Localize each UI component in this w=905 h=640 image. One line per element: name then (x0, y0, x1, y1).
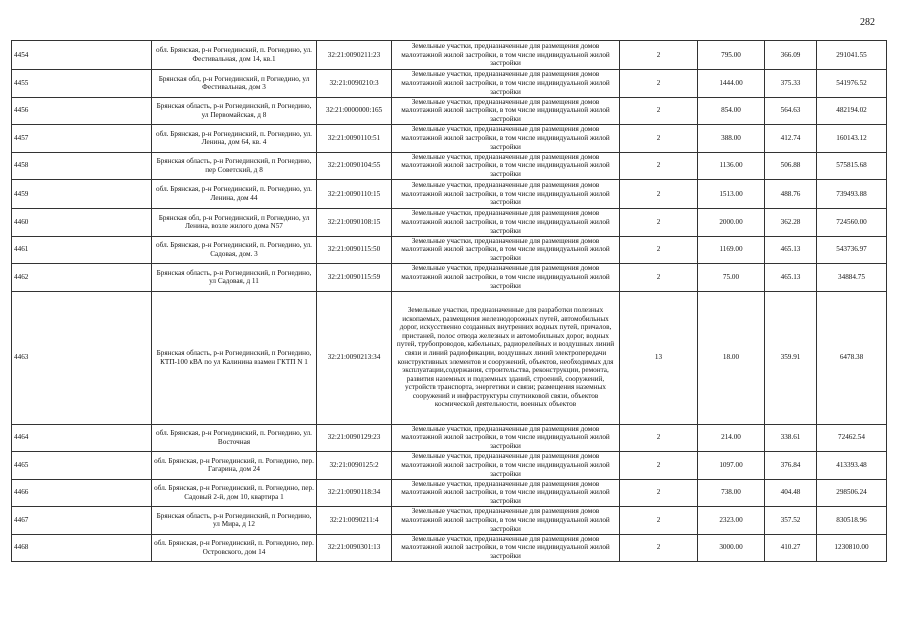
land-use-cell: Земельные участки, предназначенные для размещения домов малоэтажной жилой застройки, в том числе индивидуальной жилой застройки (392, 424, 620, 452)
cadastral-value-cell: 830518.96 (817, 507, 887, 535)
table-row (12, 507, 887, 535)
area-cell: 738.00 (698, 479, 765, 507)
land-use-cell: Земельные участки, предназначенные для разработки полезных ископаемых, размещения железнодорожных путей, автомобильных дорог, искусственно созданных внутренних водных путей, причалов, пристаней, полос отвода железных и автомобильных дорог, водных путей, трубопроводов, кабельных, радиорелейных и воздушных линий связи и линий радиофикации, воздушных линий электропередачи конструктивных элементов и сооружений, объектов, необходимых для эксплуатации,содержания, строительства, реконструкции, ремонта, развития наземных и подземных зданий, строений, сооружений, устройств транспорта, энергетики и связи; размещения наземных сооружений и инфраструктуры спутниковой связи, объектов космической деятельности, военных объектов (392, 291, 620, 424)
cadastral-value-cell: 298506.24 (817, 479, 887, 507)
cadastral-number-cell: 32:21:0090104:55 (317, 152, 392, 180)
cadastral-value-cell: 34884.75 (817, 264, 887, 292)
cadastral-value-cell: 543736.97 (817, 236, 887, 264)
row-number: 4459 (12, 180, 152, 209)
address-cell: обл. Брянская, р-н Рогнединский, п. Рогнедино, ул. Садовая, дом. 3 (152, 236, 317, 264)
area-cell: 1169.00 (698, 236, 765, 264)
cadastral-number-cell: 32:21:0090115:59 (317, 264, 392, 292)
land-use-cell: Земельные участки, предназначенные для размещения домов малоэтажной жилой застройки, в том числе индивидуальной жилой застройки (392, 209, 620, 237)
row-number: 4465 (12, 452, 152, 480)
table-row (12, 41, 887, 70)
cadastral-number-cell: 32:21:0090108:15 (317, 209, 392, 237)
specific-value-cell: 338.61 (765, 424, 817, 452)
table-row (12, 180, 887, 209)
land-use-cell: Земельные участки, предназначенные для размещения домов малоэтажной жилой застройки, в том числе индивидуальной жилой застройки (392, 479, 620, 507)
table-row (12, 97, 887, 125)
group-cell: 2 (620, 264, 698, 292)
table-row (12, 534, 887, 562)
specific-value-cell: 404.48 (765, 479, 817, 507)
cadastral-number-cell: 32:21:0000000:165 (317, 97, 392, 125)
row-number: 4462 (12, 264, 152, 292)
cadastral-number-cell: 32:21:0090210:3 (317, 70, 392, 98)
row-number: 4461 (12, 236, 152, 264)
cadastral-number-cell: 32:21:0090115:50 (317, 236, 392, 264)
cadastral-number-cell: 32:21:0090211:23 (317, 41, 392, 70)
land-use-cell: Земельные участки, предназначенные для размещения домов малоэтажной жилой застройки, в том числе индивидуальной жилой застройки (392, 97, 620, 125)
land-use-cell: Земельные участки, предназначенные для размещения домов малоэтажной жилой застройки, в том числе индивидуальной жилой застройки (392, 452, 620, 480)
group-cell: 2 (620, 507, 698, 535)
area-cell: 1097.00 (698, 452, 765, 480)
cadastral-number-cell: 32:21:0090110:15 (317, 180, 392, 209)
row-number: 4464 (12, 424, 152, 452)
specific-value-cell: 375.33 (765, 70, 817, 98)
row-number: 4468 (12, 534, 152, 562)
cadastral-number-cell: 32:21:0090118:34 (317, 479, 392, 507)
specific-value-cell: 366.09 (765, 41, 817, 70)
row-number: 4467 (12, 507, 152, 535)
table-row (12, 236, 887, 264)
area-cell: 75.00 (698, 264, 765, 292)
cadastral-value-cell: 6478.38 (817, 291, 887, 424)
area-cell: 2000.00 (698, 209, 765, 237)
specific-value-cell: 465.13 (765, 264, 817, 292)
group-cell: 2 (620, 236, 698, 264)
cadastral-value-cell: 724560.00 (817, 209, 887, 237)
page-number: 282 (860, 17, 875, 28)
cadastral-value-cell: 482194.02 (817, 97, 887, 125)
table-row (12, 452, 887, 480)
row-number: 4457 (12, 125, 152, 153)
address-cell: обл. Брянская, р-н Рогнединский, п. Рогнедино, пер. Островского, дом 14 (152, 534, 317, 562)
table-row (12, 264, 887, 292)
row-number: 4463 (12, 291, 152, 424)
table-row (12, 152, 887, 180)
cadastral-value-cell: 739493.88 (817, 180, 887, 209)
table-row (12, 209, 887, 237)
land-use-cell: Земельные участки, предназначенные для размещения домов малоэтажной жилой застройки, в том числе индивидуальной жилой застройки (392, 507, 620, 535)
land-use-cell: Земельные участки, предназначенные для размещения домов малоэтажной жилой застройки, в том числе индивидуальной жилой застройки (392, 264, 620, 292)
specific-value-cell: 376.84 (765, 452, 817, 480)
cadastral-value-cell: 291041.55 (817, 41, 887, 70)
cadastral-number-cell: 32:21:0090211:4 (317, 507, 392, 535)
group-cell: 2 (620, 70, 698, 98)
table-row (12, 479, 887, 507)
area-cell: 18.00 (698, 291, 765, 424)
group-cell: 2 (620, 534, 698, 562)
address-cell: Брянская обл, р-н Рогнединский, п Рогнедино, ул Ленина, возле жилого дома N57 (152, 209, 317, 237)
row-number: 4456 (12, 97, 152, 125)
cadastral-number-cell: 32:21:0090301:13 (317, 534, 392, 562)
group-cell: 2 (620, 452, 698, 480)
group-cell: 2 (620, 209, 698, 237)
cadastral-value-cell: 72462.54 (817, 424, 887, 452)
table-row (12, 291, 887, 424)
land-use-cell: Земельные участки, предназначенные для размещения домов малоэтажной жилой застройки, в том числе индивидуальной жилой застройки (392, 152, 620, 180)
area-cell: 1444.00 (698, 70, 765, 98)
specific-value-cell: 564.63 (765, 97, 817, 125)
cadastral-value-cell: 1230810.00 (817, 534, 887, 562)
table-row (12, 125, 887, 153)
land-use-cell: Земельные участки, предназначенные для размещения домов малоэтажной жилой застройки, в том числе индивидуальной жилой застройки (392, 534, 620, 562)
area-cell: 795.00 (698, 41, 765, 70)
group-cell: 2 (620, 41, 698, 70)
cadastral-number-cell: 32:21:0090110:51 (317, 125, 392, 153)
group-cell: 2 (620, 125, 698, 153)
address-cell: обл. Брянская, р-н Рогнединский, п. Рогнедино, пер. Садовый 2-й, дом 10, квартира 1 (152, 479, 317, 507)
area-cell: 1513.00 (698, 180, 765, 209)
address-cell: Брянская область, р-н Рогнединский, п Рогнедино, ул Мира, д 12 (152, 507, 317, 535)
cadastral-number-cell: 32:21:0090129:23 (317, 424, 392, 452)
group-cell: 2 (620, 424, 698, 452)
specific-value-cell: 359.91 (765, 291, 817, 424)
group-cell: 2 (620, 180, 698, 209)
area-cell: 388.00 (698, 125, 765, 153)
address-cell: Брянская область, р-н Рогнединский, п Рогнедино, ул Первомайская, д 8 (152, 97, 317, 125)
area-cell: 214.00 (698, 424, 765, 452)
specific-value-cell: 506.88 (765, 152, 817, 180)
address-cell: Брянская область, р-н Рогнединский, п Рогнедино, ул Садовая, д 11 (152, 264, 317, 292)
address-cell: обл. Брянская, р-н Рогнединский, п. Рогнедино, ул. Ленина, дом 64, кв. 4 (152, 125, 317, 153)
land-use-cell: Земельные участки, предназначенные для размещения домов малоэтажной жилой застройки, в том числе индивидуальной жилой застройки (392, 180, 620, 209)
specific-value-cell: 412.74 (765, 125, 817, 153)
cadastral-number-cell: 32:21:0090213:34 (317, 291, 392, 424)
cadastral-number-cell: 32:21:0090125:2 (317, 452, 392, 480)
cadastral-value-cell: 160143.12 (817, 125, 887, 153)
group-cell: 2 (620, 152, 698, 180)
area-cell: 2323.00 (698, 507, 765, 535)
address-cell: Брянская обл, р-н Рогнединский, п Рогнедино, ул Фестивальная, дом 3 (152, 70, 317, 98)
table-row (12, 70, 887, 98)
area-cell: 1136.00 (698, 152, 765, 180)
area-cell: 3000.00 (698, 534, 765, 562)
land-use-cell: Земельные участки, предназначенные для размещения домов малоэтажной жилой застройки, в том числе индивидуальной жилой застройки (392, 236, 620, 264)
table-row (12, 424, 887, 452)
specific-value-cell: 410.27 (765, 534, 817, 562)
specific-value-cell: 488.76 (765, 180, 817, 209)
address-cell: Брянская область, р-н Рогнединский, п Рогнедино, КТП-100 кВА по ул Калинина взамен ГКТП N 1 (152, 291, 317, 424)
cadastral-value-cell: 541976.52 (817, 70, 887, 98)
address-cell: обл. Брянская, р-н Рогнединский, п. Рогнедино, ул. Ленина, дом 44 (152, 180, 317, 209)
address-cell: обл. Брянская, р-н Рогнединский, п. Рогнедино, ул. Восточная (152, 424, 317, 452)
row-number: 4454 (12, 41, 152, 70)
address-cell: Брянская область, р-н Рогнединский, п Рогнедино, пер Советский, д 8 (152, 152, 317, 180)
group-cell: 2 (620, 97, 698, 125)
cadastral-value-cell: 575815.68 (817, 152, 887, 180)
specific-value-cell: 362.28 (765, 209, 817, 237)
land-use-cell: Земельные участки, предназначенные для размещения домов малоэтажной жилой застройки, в том числе индивидуальной жилой застройки (392, 70, 620, 98)
group-cell: 2 (620, 479, 698, 507)
cadastral-value-table (11, 40, 887, 562)
specific-value-cell: 357.52 (765, 507, 817, 535)
address-cell: обл. Брянская, р-н Рогнединский, п. Рогнедино, пер. Гагарина, дом 24 (152, 452, 317, 480)
area-cell: 854.00 (698, 97, 765, 125)
address-cell: обл. Брянская, р-н Рогнединский, п. Рогнедино, ул. Фестивальная, дом 14, кв.1 (152, 41, 317, 70)
cadastral-value-cell: 413393.48 (817, 452, 887, 480)
land-use-cell: Земельные участки, предназначенные для размещения домов малоэтажной жилой застройки, в том числе индивидуальной жилой застройки (392, 41, 620, 70)
land-use-cell: Земельные участки, предназначенные для размещения домов малоэтажной жилой застройки, в том числе индивидуальной жилой застройки (392, 125, 620, 153)
row-number: 4455 (12, 70, 152, 98)
row-number: 4458 (12, 152, 152, 180)
specific-value-cell: 465.13 (765, 236, 817, 264)
row-number: 4466 (12, 479, 152, 507)
group-cell: 13 (620, 291, 698, 424)
row-number: 4460 (12, 209, 152, 237)
